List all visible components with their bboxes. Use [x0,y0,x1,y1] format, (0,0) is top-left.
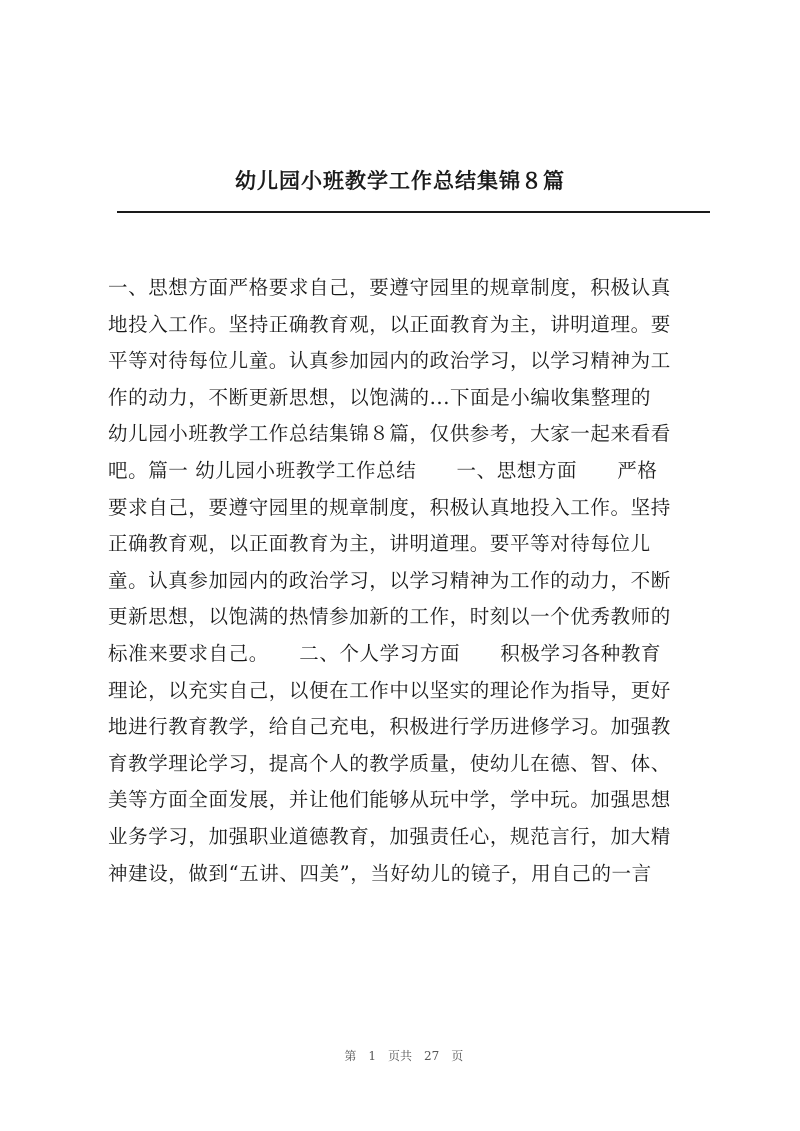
title-divider [117,211,710,213]
body-line: 作的动力，不断更新思想，以饱满的...下面是小编收集整理的 [108,385,651,409]
footer-label-end: 页 [451,1049,464,1063]
footer-total-pages: 27 [424,1049,440,1063]
body-line: 神建设，做到“五讲、四美”，当好幼儿的镜子，用自己的一言 [108,861,652,885]
body-line: 平等对待每位儿童。认真参加园内的政治学习，以学习精神为工 [108,349,671,373]
body-line: 美等方面全面发展，并让他们能够从玩中学，学中玩。加强思想 [108,788,671,812]
document-title: 幼儿园小班教学工作总结集锦８篇 [235,168,565,193]
body-line: 吧。篇一 幼儿园小班教学工作总结 一、思想方面 严格 [108,458,658,482]
footer-label-of: 页共 [387,1049,412,1063]
document-body [108,270,718,892]
body-line: 要求自己，要遵守园里的规章制度，积极认真地投入工作。坚持 [108,495,671,519]
body-line: 业务学习，加强职业道德教育，加强责任心，规范言行，加大精 [108,824,671,848]
body-line: 幼儿园小班教学工作总结集锦８篇，仅供参考，大家一起来看看 [108,422,671,446]
body-line: 更新思想，以饱满的热情参加新的工作，时刻以一个优秀教师的 [108,605,671,629]
body-line: 理论，以充实自己，以便在工作中以坚实的理论作为指导，更好 [108,678,671,702]
page-footer [0,1033,800,1064]
body-line: 育教学理论学习，提高个人的教学质量，使幼儿在德、智、体、 [108,751,671,775]
footer-current-page: 1 [368,1049,376,1063]
body-line: 一、思想方面严格要求自己，要遵守园里的规章制度，积极认真 [108,276,671,299]
body-line: 正确教育观，以正面教育为主，讲明道理。要平等对待每位儿 [108,532,651,556]
body-line: 标准来要求自己。 二、个人学习方面 积极学习各种教育 [108,641,662,665]
body-line: 童。认真参加园内的政治学习，以学习精神为工作的动力，不断 [108,568,671,592]
body-line: 地投入工作。坚持正确教育观，以正面教育为主，讲明道理。要 [108,312,671,336]
body-line: 地进行教育教学，给自己充电，积极进行学历进修学习。加强教 [108,715,671,739]
footer-label-page: 第 [344,1049,357,1063]
